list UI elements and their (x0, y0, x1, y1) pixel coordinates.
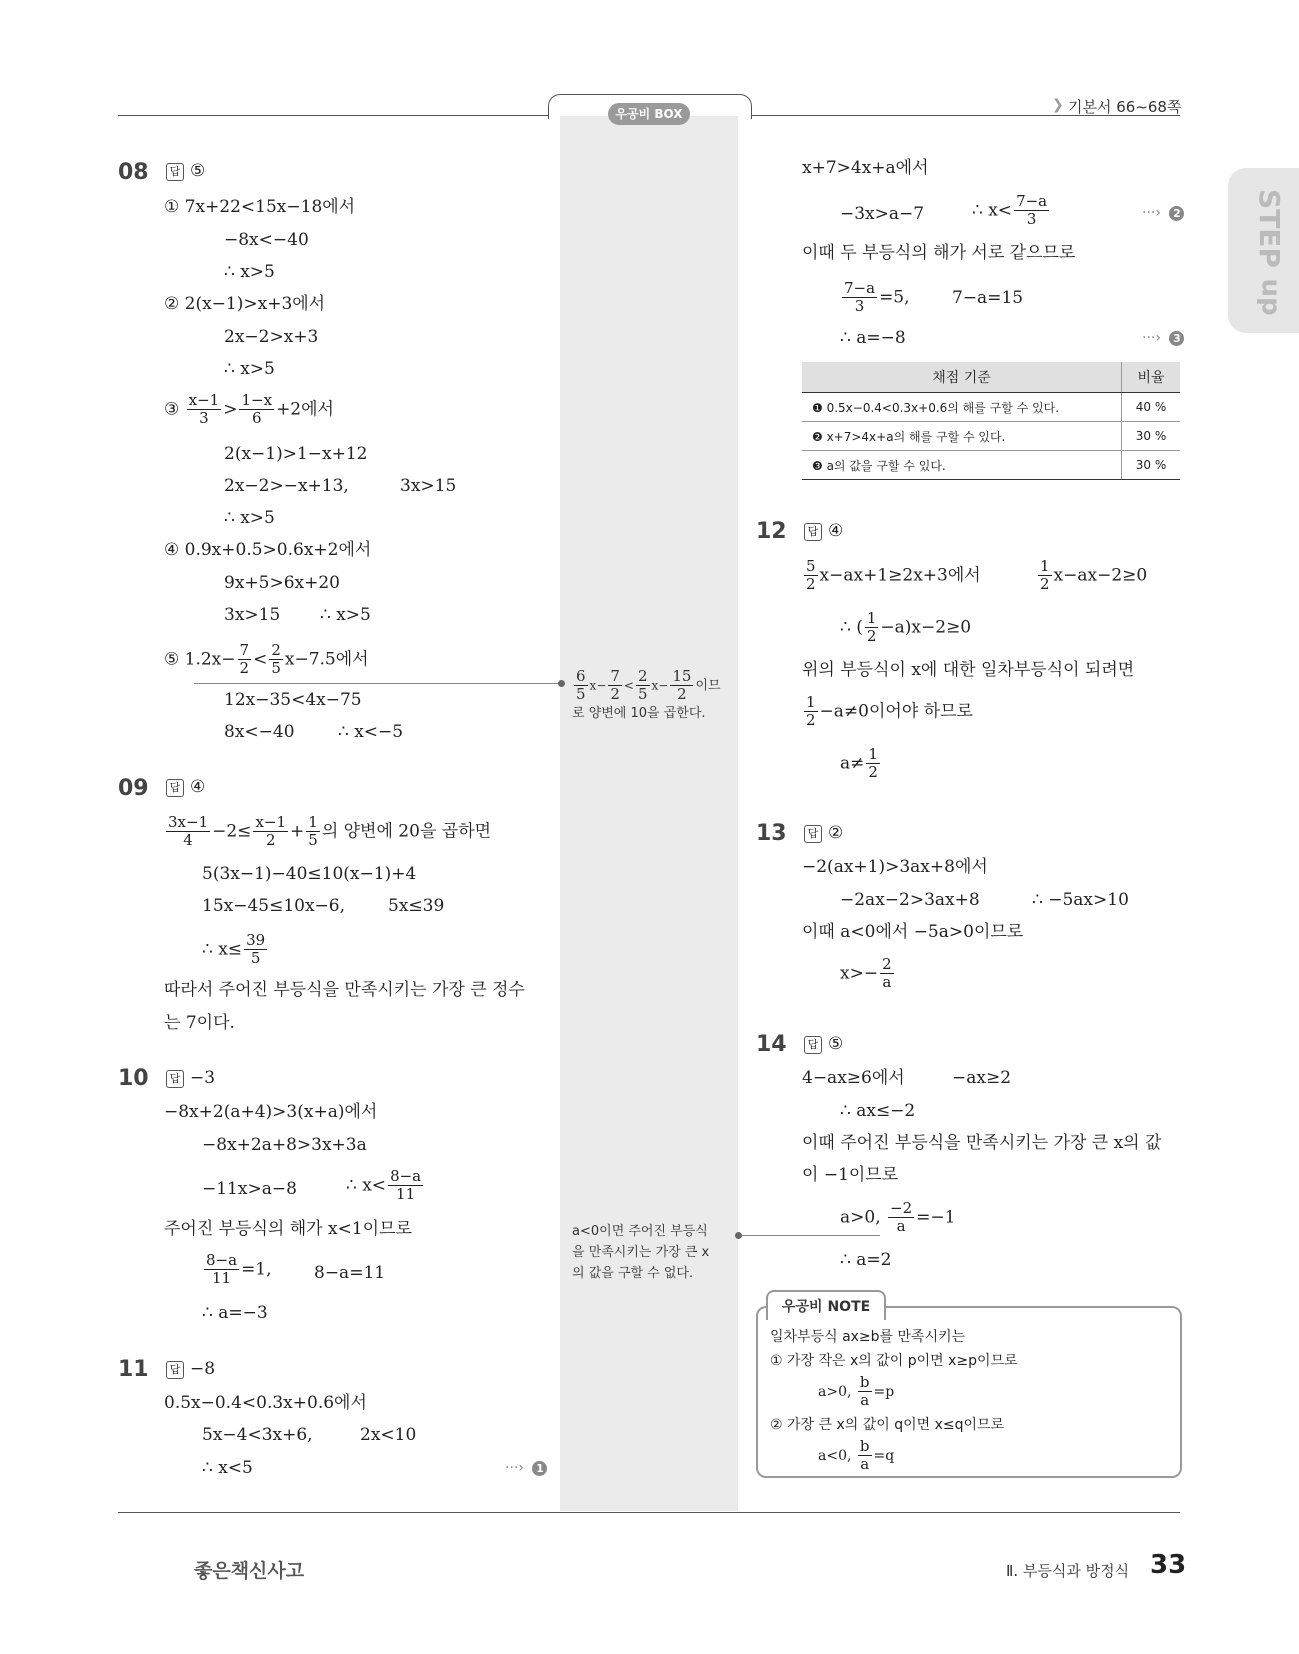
solution-line: x+7>4x+a에서 (802, 158, 929, 178)
fraction: $\frac{-2}{a}$ (890, 1199, 913, 1236)
solution-line: a≠ $\frac{1}{2}$ (840, 745, 878, 782)
answer-tag-icon: 답 (166, 1070, 184, 1088)
answer-tag-icon: 답 (804, 1036, 822, 1054)
note-line: a>0, $\frac{b}{a}$ =p (818, 1373, 895, 1410)
answer-value: ② (828, 823, 844, 843)
side-note-2: a<0이면 주어진 부등식 을 만족시키는 가장 큰 x 의 값을 구할 수 없다. (572, 1224, 710, 1281)
step-marker: ···› 2 (1142, 205, 1184, 221)
ratio-cell: 30 % (1122, 422, 1181, 451)
solution-line: 따라서 주어진 부등식을 만족시키는 가장 큰 정수 (164, 980, 525, 1000)
solution-line: ∴ x<−5 (338, 722, 404, 742)
fraction: $\frac{3x-1}{4}$ (168, 813, 209, 850)
solution-line: ∴ ax≤−2 (840, 1101, 916, 1121)
solution-line: 12x−35<4x−75 (224, 690, 362, 710)
solution-line: 5x≤39 (388, 896, 445, 916)
solution-line: 15x−45≤10x−6, (202, 896, 346, 916)
answer-tag-icon: 답 (804, 523, 822, 541)
solution-line: −8x+2a+8>3x+3a (202, 1135, 367, 1155)
table-header-row (802, 362, 1180, 393)
solution-line: ∴ x< $\frac{8-a}{11}$ (346, 1167, 422, 1204)
callout-connector (740, 1235, 880, 1236)
solution-line: ∴ x>5 (224, 508, 275, 528)
fraction: $\frac{7}{2}$ (239, 641, 250, 678)
fraction: $\frac{1}{2}$ (806, 693, 816, 730)
solution-line: $\frac{1}{2}$ −a≠0이어야 하므로 (806, 693, 973, 730)
solution-line: 2x−2>−x+13, (224, 476, 349, 496)
fraction: $\frac{1}{2}$ (868, 745, 878, 782)
solution-line: −3x>a−7 (840, 204, 925, 224)
solution-line: 이때 a<0에서 −5a>0이므로 (802, 922, 1024, 942)
solution-line: −8x+2(a+4)>3(x+a)에서 (164, 1102, 378, 1122)
answer-label (166, 161, 205, 181)
solution-line: ∴ ( $\frac{1}{2}$ −a)x−2≥0 (840, 609, 972, 646)
fraction: $\frac{1}{2}$ (1040, 557, 1050, 594)
answer-value: −3 (190, 1068, 216, 1088)
solution-line: 2x−2>x+3 (224, 327, 319, 347)
fraction: $\frac{2}{5}$ (271, 641, 281, 678)
fraction: $\frac{7-a}{3}$ (844, 279, 876, 316)
solution-line: 이때 두 부등식의 해가 서로 같으므로 (802, 243, 1076, 263)
fraction: $\frac{5}{2}$ (806, 557, 816, 594)
solution-line: 이 −1이므로 (802, 1165, 899, 1185)
answer-tag-icon: 답 (804, 825, 822, 843)
solution-line: 위의 부등식이 x에 대한 일차부등식이 되려면 (802, 660, 1135, 680)
center-column-band (560, 116, 738, 1511)
fraction: $\frac{x-1}{2}$ (255, 813, 287, 850)
solution-line: ∴ x<5 (202, 1458, 253, 1478)
solution-line: 8−a=11 (314, 1263, 386, 1283)
answer-label (804, 823, 843, 843)
solution-line: ④ 0.9x+0.5>0.6x+2에서 (164, 540, 372, 560)
answer-label (166, 1068, 215, 1088)
fraction: $\frac{7-a}{3}$ (1016, 192, 1048, 229)
solution-line: x>− $\frac{2}{a}$ (840, 955, 892, 992)
problem-number: 10 (118, 1066, 149, 1091)
solution-line: $\frac{3x-1}{4}$ −2≤ $\frac{x-1}{2}$ + $\frac{1}{5}$ 의 양변에 20을 곱하면 (168, 813, 492, 850)
note-line: ② 가장 큰 x의 값이 q이면 x≤q이므로 (770, 1417, 1005, 1433)
box-label: 우공비 BOX (608, 103, 690, 125)
note-title: 우공비 NOTE (766, 1290, 886, 1320)
note-line: a<0, $\frac{b}{a}$ =q (818, 1437, 895, 1474)
answer-label (166, 777, 205, 797)
solution-line: 3x>15 (400, 476, 457, 496)
solution-line: ∴ a=2 (840, 1250, 892, 1270)
criteria-cell: ❷ x+7>4x+a의 해를 구할 수 있다. (802, 422, 1122, 451)
solution-line: $\frac{7-a}{3}$ =5, (844, 279, 910, 316)
header-rule-left (118, 115, 550, 116)
note-box (756, 1299, 1182, 1478)
fraction: $\frac{x-1}{3}$ (188, 391, 220, 428)
answer-label (166, 1359, 215, 1379)
solution-line: −2(ax+1)>3ax+8에서 (802, 857, 988, 877)
solution-line: ∴ x>5 (224, 262, 275, 282)
problem-number: 13 (756, 821, 787, 846)
answer-tag-icon: 답 (166, 779, 184, 797)
solution-line: ③ $\frac{x-1}{3}$ > $\frac{1-x}{6}$ +2에서 (164, 391, 334, 428)
solution-line: ∴ −5ax>10 (1032, 890, 1129, 910)
solution-line: 5x−4<3x+6, (202, 1425, 313, 1445)
fraction: $\frac{1-x}{6}$ (241, 391, 273, 428)
solution-line: 9x+5>6x+20 (224, 573, 340, 593)
solution-line: 이때 주어진 부등식을 만족시키는 가장 큰 x의 값 (802, 1133, 1162, 1153)
solution-line: ∴ x>5 (224, 359, 275, 379)
table-row (802, 393, 1180, 422)
solution-line: 3x>15 (224, 605, 281, 625)
publisher-logo: 좋은책신사고 (194, 1560, 305, 1582)
ratio-cell: 30 % (1122, 451, 1181, 480)
criteria-header: 채점 기준 (802, 362, 1122, 393)
problem-number: 08 (118, 160, 149, 185)
criteria-cell: ❸ a의 값을 구할 수 있다. (802, 451, 1122, 480)
solution-line: ∴ x≤ $\frac{39}{5}$ (202, 931, 266, 968)
solution-line: ② 2(x−1)>x+3에서 (164, 294, 326, 314)
problem-number: 11 (118, 1357, 149, 1382)
solution-line: ∴ x< $\frac{7-a}{3}$ (972, 192, 1048, 229)
note-line: ① 가장 작은 x의 값이 p이면 x≥p이므로 (770, 1353, 1018, 1369)
step-marker: ···› 1 (505, 1460, 547, 1476)
section-title: Ⅱ. 부등식과 방정식 (1006, 1562, 1130, 1580)
fraction: $\frac{2}{a}$ (882, 955, 892, 992)
answer-value: ⑤ (190, 161, 206, 181)
callout-connector (194, 683, 562, 684)
solution-line: ∴ a=−8 (840, 328, 906, 348)
solution-line: ⑤ 1.2x− $\frac{7}{2}$ < $\frac{2}{5}$ x−7.5에서 (164, 641, 369, 678)
page-number: 33 (1150, 1550, 1187, 1580)
problem-number: 14 (756, 1032, 787, 1057)
chevron-right-icon: ❯ (1052, 97, 1064, 113)
fraction: $\frac{1}{5}$ (308, 813, 318, 850)
solution-line: 2x<10 (360, 1425, 417, 1445)
ratio-header: 비율 (1122, 362, 1181, 393)
fraction: $\frac{1}{2}$ (866, 609, 877, 646)
solution-line: −11x>a−8 (202, 1179, 297, 1199)
answer-label (804, 521, 843, 541)
solution-line: 0.5x−0.4<0.3x+0.6에서 (164, 1393, 367, 1413)
criteria-cell: ❶ 0.5x−0.4<0.3x+0.6의 해를 구할 수 있다. (802, 393, 1122, 422)
table-row (802, 422, 1180, 451)
solution-line: 2(x−1)>1−x+12 (224, 444, 368, 464)
fraction: $\frac{39}{5}$ (246, 931, 266, 968)
problem-number: 12 (756, 519, 787, 544)
solution-line: 5(3x−1)−40≤10(x−1)+4 (202, 864, 417, 884)
solution-line: a>0, $\frac{-2}{a}$ =−1 (840, 1199, 956, 1236)
answer-tag-icon: 답 (166, 1361, 184, 1379)
answer-value: −8 (190, 1359, 216, 1379)
side-note-1: $\frac{6}{5}$ x− $\frac{7}{2}$ < $\frac{2}{5}$ x− $\frac{15}{2}$ 이므 로 양변에 10을 곱한다. (572, 667, 721, 721)
solution-line: ∴ a=−3 (202, 1303, 268, 1323)
page-reference: 기본서 66~68쪽 (1068, 98, 1182, 116)
answer-tag-icon: 답 (166, 163, 184, 181)
fraction: $\frac{8-a}{11}$ (390, 1167, 422, 1204)
callout-dot-icon (558, 680, 565, 687)
answer-value: ④ (828, 521, 844, 541)
solution-line: 7−a=15 (952, 288, 1024, 308)
step-label: STEP (1252, 189, 1286, 268)
solution-line: 4−ax≥6에서 (802, 1068, 905, 1088)
solution-line: ∴ x>5 (320, 605, 371, 625)
footer-rule (118, 1512, 1180, 1513)
fraction: $\frac{8-a}{11}$ (206, 1251, 238, 1288)
solution-line: $\frac{5}{2}$ x−ax+1≥2x+3에서 (806, 557, 981, 594)
solution-line: $\frac{1}{2}$ x−ax−2≥0 (1040, 557, 1148, 594)
answer-label (804, 1034, 843, 1054)
solution-line: 8x<−40 (224, 722, 295, 742)
step-up-label: up (1255, 278, 1286, 316)
table-row (802, 451, 1180, 480)
answer-value: ⑤ (828, 1034, 844, 1054)
solution-line: 주어진 부등식의 해가 x<1이므로 (164, 1219, 412, 1239)
note-line: 일차부등식 ax≥b를 만족시키는 (770, 1329, 966, 1345)
grading-table (802, 362, 1180, 480)
solution-line: ① 7x+22<15x−18에서 (164, 197, 356, 217)
step-marker: ···› 3 (1142, 330, 1184, 346)
answer-value: ④ (190, 777, 206, 797)
solution-line: −8x<−40 (224, 230, 309, 250)
ratio-cell: 40 % (1122, 393, 1181, 422)
problem-number: 09 (118, 776, 149, 801)
solution-line: $\frac{8-a}{11}$ =1, (206, 1251, 272, 1288)
solution-line: −2ax−2>3ax+8 (840, 890, 980, 910)
solution-line: −ax≥2 (952, 1068, 1012, 1088)
solution-line: 는 7이다. (164, 1013, 235, 1033)
